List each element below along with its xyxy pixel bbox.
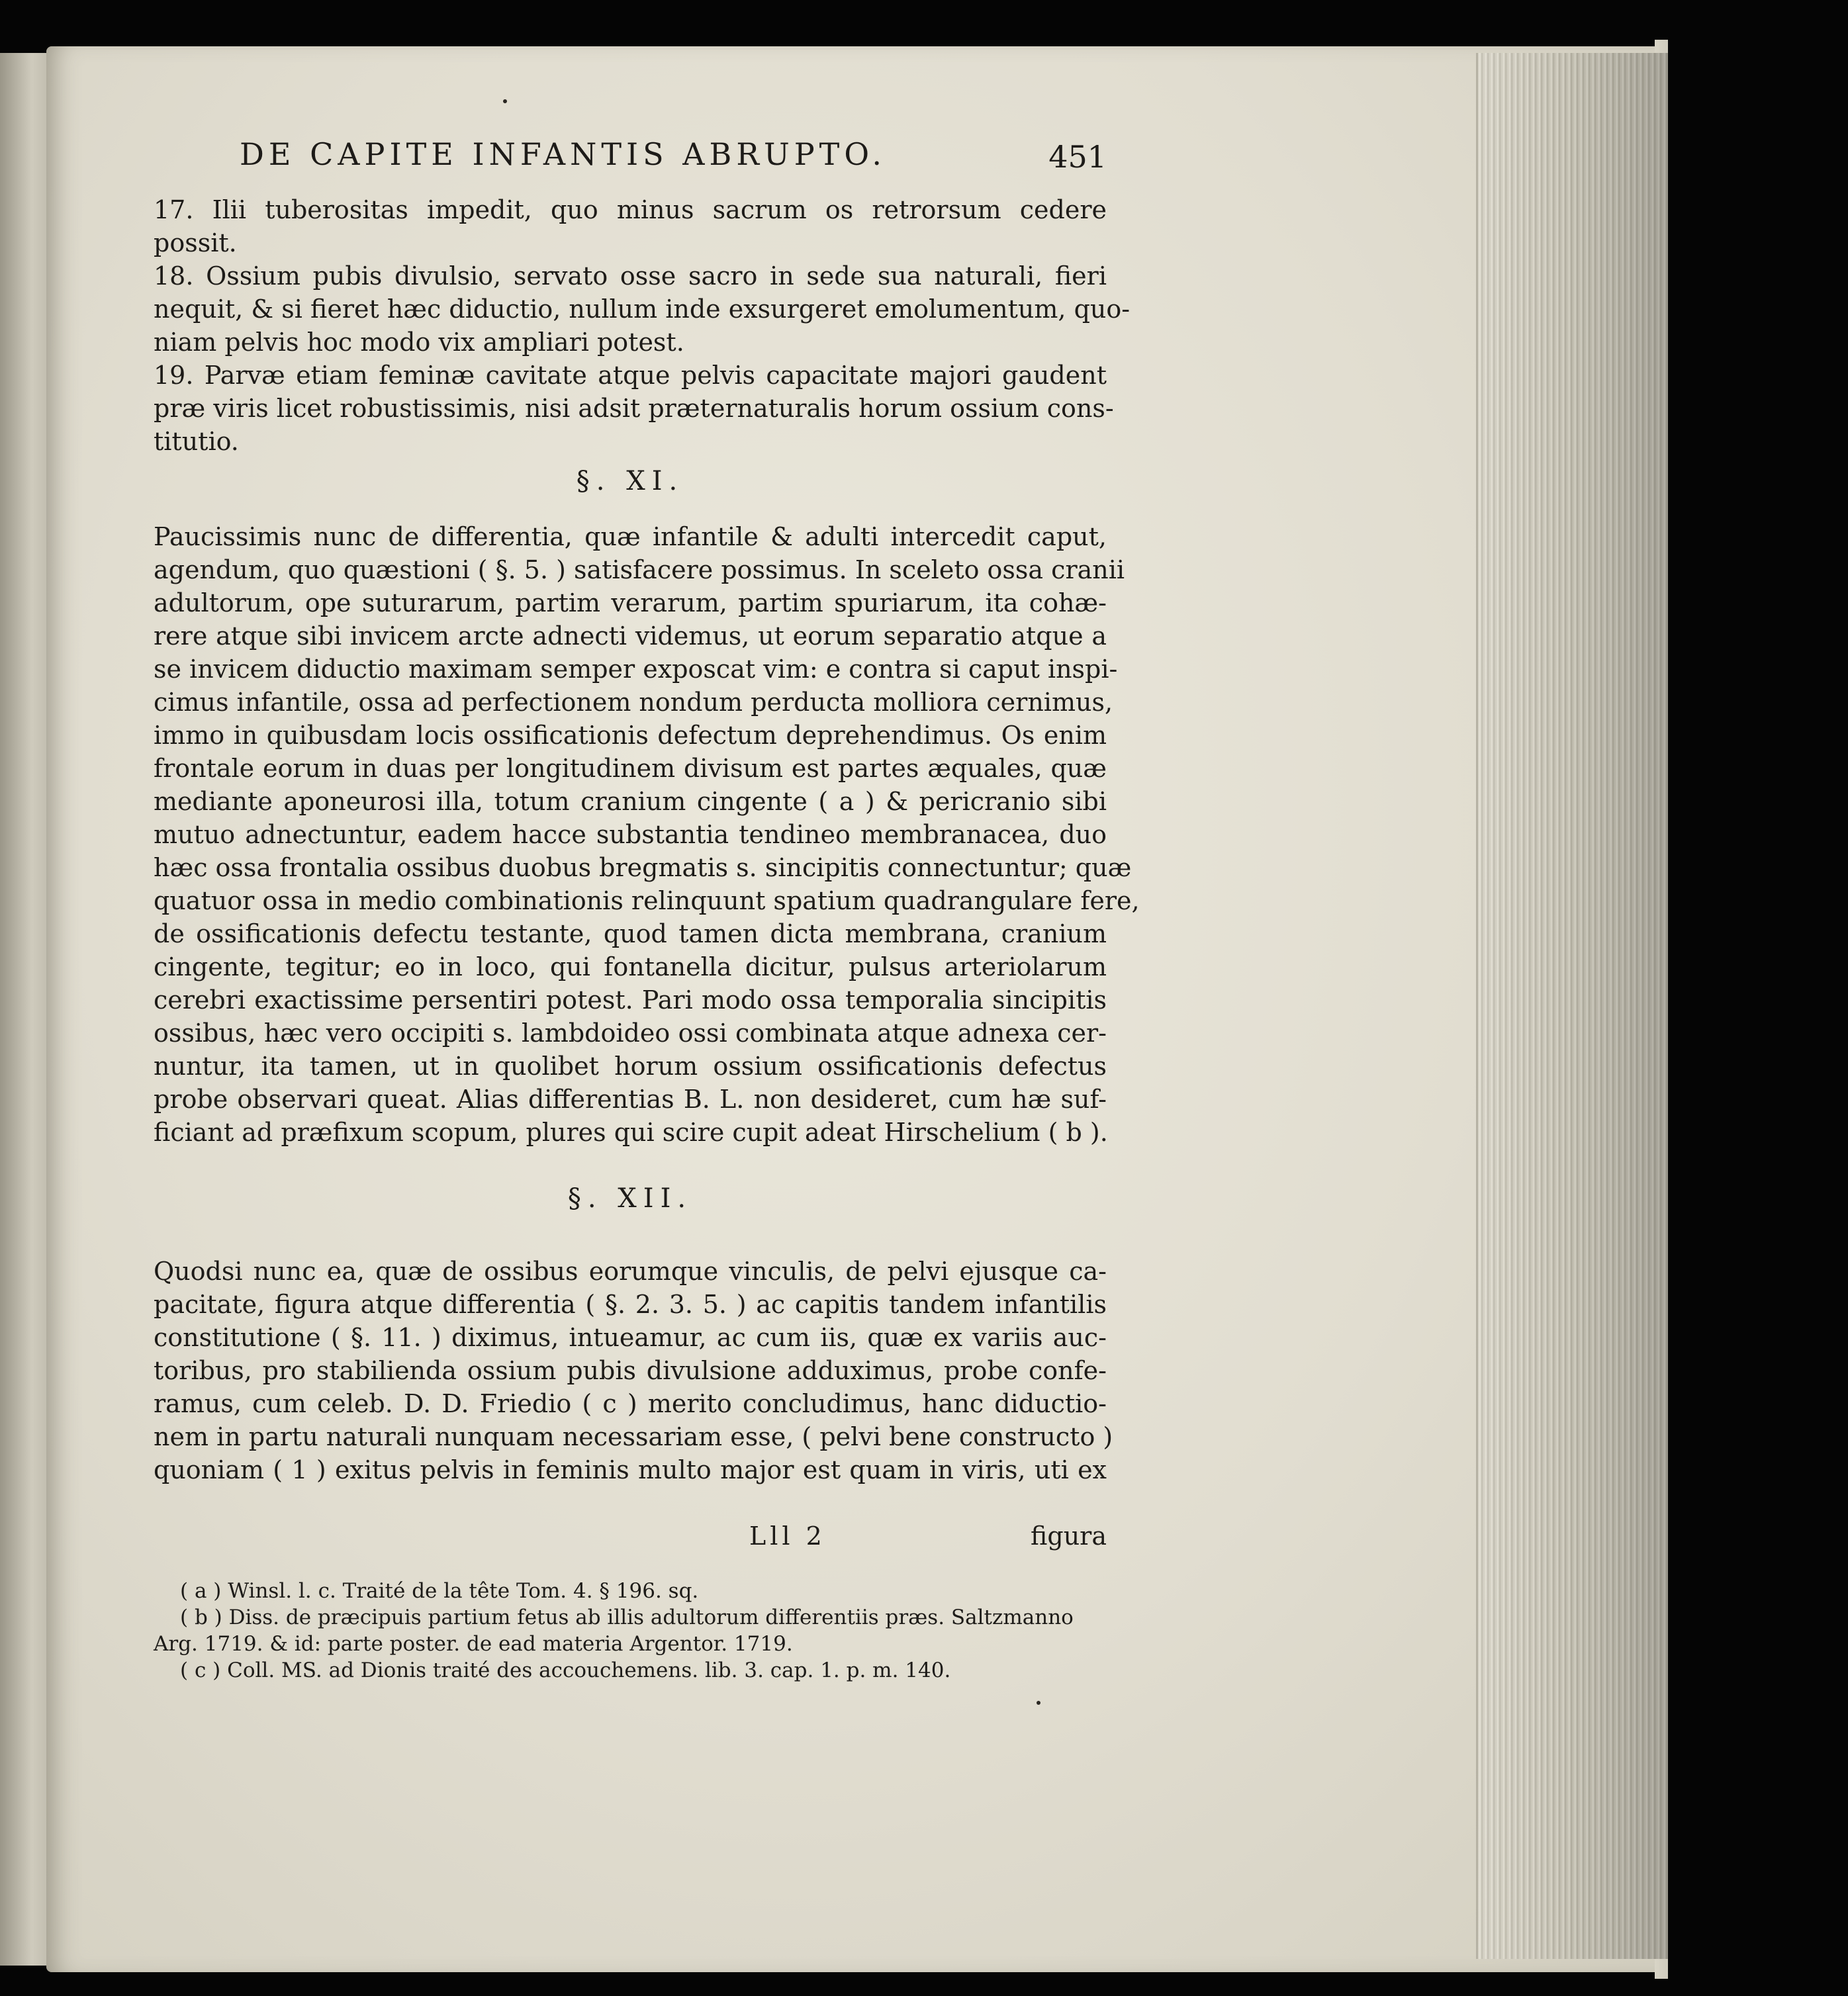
text-line: titutio. — [154, 427, 239, 456]
text-line: 18. Ossium pubis divulsio, servato osse sacro in sede sua naturali, fieri — [154, 261, 1107, 291]
section-heading: §. XI. — [576, 466, 684, 496]
text-line: cingente, tegitur; eo in loco, qui fontanella dicitur, pulsus arteriolarum — [154, 952, 1107, 981]
text-line: Paucissimis nunc de differentia, quæ infantile & adulti intercedit caput, — [154, 522, 1107, 551]
page-number: 451 — [1048, 139, 1107, 175]
text-line: ossibus, hæc vero occipiti s. lambdoideo ossi combinata atque adnexa cer- — [154, 1019, 1107, 1048]
text-line: de ossificationis defectu testante, quod tamen dicta membrana, cranium — [154, 919, 1107, 948]
footnote-b: ( b ) Diss. de præcipuis partium fetus ab illis adultorum differentiis præs. Saltzmanno — [180, 1606, 1074, 1629]
catchword-line — [154, 1520, 1107, 1553]
background-right — [1668, 26, 1848, 1996]
ink-speck — [1037, 1701, 1040, 1705]
text-line: Quodsi nunc ea, quæ de ossibus eorumque vinculis, de pelvi ejusque ca- — [154, 1257, 1107, 1286]
text-line: probe observari queat. Alias differentias B. L. non desideret, cum hæ suf- — [154, 1085, 1107, 1114]
text-line: possit. — [154, 228, 237, 257]
signature-mark: Lll 2 — [749, 1521, 826, 1551]
text-line: hæc ossa frontalia ossibus duobus bregmatis s. sincipitis connectuntur; quæ — [154, 853, 1132, 882]
text-line: ramus, cum celeb. D. D. Friedio ( c ) merito concludimus, hanc diductio- — [154, 1389, 1107, 1418]
page-block-shade — [1476, 53, 1694, 1959]
running-header — [154, 136, 1107, 183]
text-line: toribus, pro stabilienda ossium pubis divulsione adduximus, probe confe- — [154, 1356, 1107, 1385]
section-heading: §. XII. — [567, 1183, 693, 1214]
text-line: cimus infantile, ossa ad perfectionem nondum perducta molliora cernimus, — [154, 688, 1113, 717]
text-line: se invicem diductio maximam semper exposcat vim: e contra si caput inspi- — [154, 655, 1118, 684]
text-line: adultorum, ope suturarum, partim verarum, partim spuriarum, ita cohæ- — [154, 588, 1107, 617]
text-line: nequit, & si fieret hæc diductio, nullum inde exsurgeret emolumentum, quo- — [154, 295, 1131, 324]
text-line: agendum, quo quæstioni ( §. 5. ) satisfacere possimus. In sceleto ossa cranii — [154, 555, 1125, 584]
text-line: 19. Parvæ etiam feminæ cavitate atque pelvis capacitate majori gaudent — [154, 361, 1107, 390]
text-line: niam pelvis hoc modo vix ampliari potest. — [154, 328, 684, 357]
text-line — [154, 1486, 1107, 1520]
text-line: quatuor ossa in medio combinationis relinquunt spatium quadrangulare fere, — [154, 886, 1140, 915]
text-line: constitutione ( §. 11. ) diximus, intueamur, ac cum iis, quæ ex variis auc- — [154, 1323, 1107, 1352]
footnote-b-continued: Arg. 1719. & id: parte poster. de ead materia Argentor. 1719. — [154, 1632, 793, 1656]
ink-speck — [503, 99, 507, 103]
text-line: cerebri exactissime persentiri potest. Pari modo ossa temporalia sincipitis — [154, 985, 1107, 1015]
footnote-a: ( a ) Winsl. l. c. Traité de la tête Tom. 4. § 196. sq. — [180, 1579, 699, 1603]
text-line: pacitate, figura atque differentia ( §. 2. 3. 5. ) ac capitis tandem infantilis — [154, 1290, 1107, 1319]
text-line: immo in quibusdam locis ossificationis defectum deprehendimus. Os enim — [154, 721, 1107, 750]
text-line: rere atque sibi invicem arcte adnecti videmus, ut eorum separatio atque a — [154, 621, 1107, 651]
text-line: nem in partu naturali nunquam necessariam esse, ( pelvi bene constructo ) — [154, 1422, 1113, 1451]
footnote-c: ( c ) Coll. MS. ad Dionis traité des accouchemens. lib. 3. cap. 1. p. m. 140. — [180, 1658, 951, 1682]
text-line: frontale eorum in duas per longitudinem divisum est partes æquales, quæ — [154, 754, 1107, 783]
facing-page-edge — [0, 53, 53, 1966]
text-line: mediante aponeurosi illa, totum cranium cingente ( a ) & pericranio sibi — [154, 787, 1107, 816]
text-line: mutuo adnectuntur, eadem hacce substantia tendineo membranacea, duo — [154, 820, 1107, 849]
running-title: DE CAPITE INFANTIS ABRUPTO. — [240, 136, 886, 172]
text-line: ficiant ad præfixum scopum, plures qui scire cupit adeat Hirschelium ( b ). — [154, 1118, 1108, 1147]
text-line: 17. Ilii tuberositas impedit, quo minus sacrum os retrorsum cedere — [154, 195, 1107, 224]
text-line: præ viris licet robustissimis, nisi adsit præternaturalis horum ossium cons- — [154, 394, 1114, 423]
catchword: figura — [1031, 1521, 1107, 1551]
text-line: nuntur, ita tamen, ut in quolibet horum ossium ossificationis defectus — [154, 1052, 1107, 1081]
text-line: quoniam ( 1 ) exitus pelvis in feminis multo major est quam in viris, uti ex — [154, 1455, 1107, 1484]
